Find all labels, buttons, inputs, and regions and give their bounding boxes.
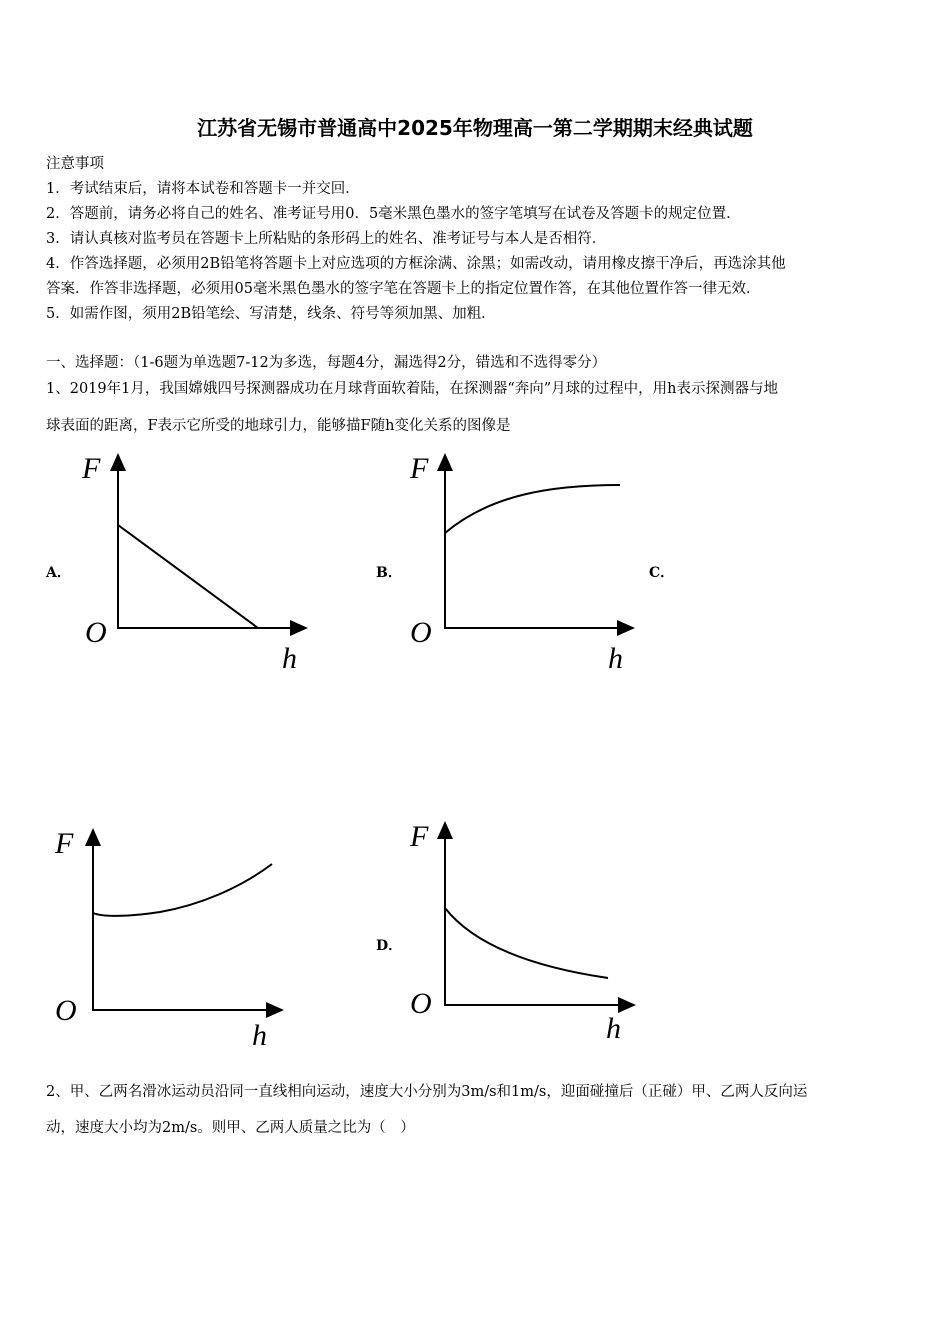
notice-item: 4．作答选择题，必须用2B铅笔将答题卡上对应选项的方框涂满、涂黑；如需改动，请用橡皮擦干净后，再选涂其他: [46, 256, 786, 272]
graph-a: [118, 455, 306, 629]
axis-label-h: h: [606, 1012, 621, 1045]
option-d-label: D．: [376, 938, 403, 954]
notice-heading: 注意事项: [46, 156, 104, 172]
graph-b: [445, 455, 633, 629]
axis-label-f: F: [55, 827, 74, 860]
axis-label-h: h: [608, 642, 623, 675]
question-1-text: 1、2019年1月，我国嫦娥四号探测器成功在月球背面软着陆，在探测器“奔向”月球的过程中，用h表示探测器与地: [46, 381, 779, 397]
axis-label-f: F: [410, 452, 429, 485]
axis-label-o: O: [85, 616, 107, 649]
graph-c-curve: [93, 864, 272, 916]
question-2-text: 动，速度大小均为2m/s。则甲、乙两人质量之比为（ ）: [46, 1120, 415, 1136]
graph-b-curve: [445, 485, 620, 533]
graph-a-line: [118, 525, 258, 628]
axis-label-h: h: [252, 1019, 267, 1052]
notice-item: 5．如需作图，须用2B铅笔绘、写清楚，线条、符号等须加黑、加粗．: [46, 306, 496, 322]
question-1-text: 球表面的距离，F表示它所受的地球引力，能够描F随h变化关系的图像是: [46, 418, 511, 434]
option-b-label: B．: [376, 565, 402, 581]
axis-label-f: F: [82, 452, 101, 485]
option-c-label: C．: [649, 565, 675, 581]
graph-d: [445, 823, 634, 1006]
notice-item: 3．请认真核对监考员在答题卡上所粘贴的条形码上的姓名、准考证号与本人是否相符．: [46, 231, 607, 247]
graph-c: [93, 830, 282, 1011]
axis-label-o: O: [55, 994, 77, 1027]
axis-label-o: O: [410, 987, 432, 1020]
notice-item: 1．考试结束后，请将本试卷和答题卡一并交回．: [46, 181, 360, 197]
question-2-text: 2、甲、乙两名滑冰运动员沿同一直线相向运动，速度大小分别为3m/s和1m/s，迎面碰撞后（正碰）甲、乙两人反向运: [46, 1084, 808, 1100]
page-title: 江苏省无锡市普通高中2025年物理高一第二学期期末经典试题: [197, 116, 753, 140]
axis-label-o: O: [410, 616, 432, 649]
axis-label-f: F: [410, 820, 429, 853]
option-a-label: A．: [46, 565, 71, 581]
axis-label-h: h: [282, 642, 297, 675]
notice-item: 答案．作答非选择题，必须用05毫米黑色墨水的签字笔在答题卡上的指定位置作答，在其他位置作答一律无效．: [46, 281, 761, 297]
notice-item: 2．答题前，请务必将自己的姓名、准考证号用0．5毫米黑色墨水的签字笔填写在试卷及答题卡的规定位置．: [46, 206, 741, 222]
section-heading: 一、选择题：（1-6题为单选题7-12为多选，每题4分，漏选得2分，错选和不选得零分）: [46, 355, 607, 371]
graph-d-curve: [445, 908, 608, 978]
